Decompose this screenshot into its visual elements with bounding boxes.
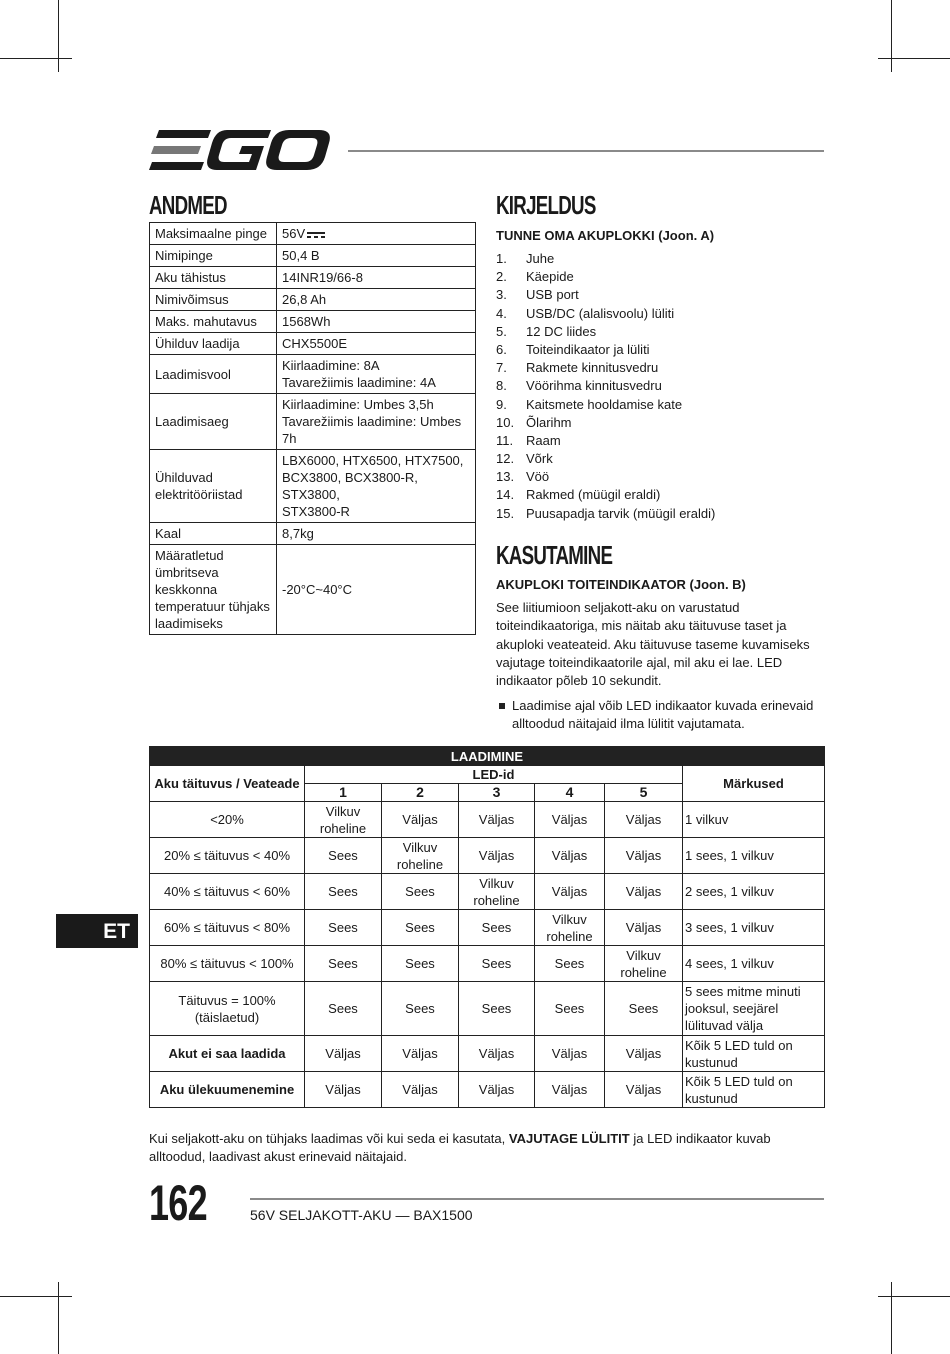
parts-list-item (496, 396, 715, 414)
charging-table (149, 746, 825, 1108)
leds-column-header: LED-id (305, 766, 683, 784)
notes-cell: Kõik 5 LED tuld on kustunud (683, 1036, 825, 1072)
led-state-cell: Sees (305, 946, 382, 982)
led-state-cell: Väljas (382, 1072, 459, 1108)
status-cell: 80% ≤ täituvus < 100% (150, 946, 305, 982)
usage-heading: KASUTAMINE (496, 540, 613, 570)
dc-current-icon (307, 231, 325, 239)
parts-item-text: Kaitsmete hooldamise kate (526, 396, 683, 412)
led-state-cell: Väljas (459, 838, 535, 874)
spec-label: Laadimisaeg (150, 394, 277, 450)
parts-list-item (496, 286, 715, 304)
footer-title: 56V SELJAKOTT-AKU — BAX1500 (250, 1207, 473, 1223)
spec-value: Kiirlaadimine: 8A Tavarežiimis laadimine: 4A (277, 355, 476, 394)
parts-list-item (496, 323, 715, 341)
table-row (150, 946, 825, 982)
notes-cell: 2 sees, 1 vilkuv (683, 874, 825, 910)
crop-mark (58, 0, 59, 72)
led-state-cell: Väljas (535, 874, 605, 910)
spec-row (150, 333, 476, 355)
parts-item-number: 14. (496, 487, 515, 503)
parts-item-text: Vöörihma kinnitusvedru (526, 378, 662, 394)
specs-heading: ANDMED (149, 190, 227, 220)
spec-row (150, 355, 476, 394)
led-state-cell: Sees (459, 910, 535, 946)
spec-label: Maksimaalne pinge (150, 223, 277, 245)
crop-mark (0, 1296, 72, 1297)
header-rule (348, 150, 824, 152)
led-state-cell: Väljas (535, 838, 605, 874)
spec-label: Ühilduv laadija (150, 333, 277, 355)
led-state-cell: Sees (382, 910, 459, 946)
parts-item-number: 13. (496, 469, 515, 485)
led-number-header: 4 (535, 784, 605, 802)
led-state-cell: Väljas (459, 1072, 535, 1108)
table-row (150, 910, 825, 946)
parts-list-item (496, 250, 715, 268)
notes-column-header: Märkused (683, 766, 825, 802)
notes-cell: Kõik 5 LED tuld on kustunud (683, 1072, 825, 1108)
parts-list-item (496, 450, 715, 468)
led-state-cell: Sees (605, 982, 683, 1036)
bullet-square-icon (499, 703, 505, 709)
parts-list-item (496, 468, 715, 486)
parts-item-text: Toiteindikaator ja lüliti (526, 341, 650, 357)
usage-bullet (496, 697, 826, 734)
notes-cell: 1 sees, 1 vilkuv (683, 838, 825, 874)
led-state-cell: Vilkuv roheline (382, 838, 459, 874)
status-cell: Täituvus = 100% (täislaetud) (150, 982, 305, 1036)
led-state-cell: Väljas (305, 1072, 382, 1108)
spec-label: Nimipinge (150, 245, 277, 267)
parts-item-number: 3. (496, 287, 507, 303)
spec-label: Nimivõimsus (150, 289, 277, 311)
led-number-header: 2 (382, 784, 459, 802)
parts-list-item (496, 505, 715, 523)
led-state-cell: Sees (459, 982, 535, 1036)
led-state-cell: Sees (382, 982, 459, 1036)
table-row (150, 838, 825, 874)
status-cell: 60% ≤ täituvus < 80% (150, 910, 305, 946)
spec-label: Kaal (150, 523, 277, 545)
parts-item-number: 15. (496, 505, 515, 521)
spec-row (150, 267, 476, 289)
led-state-cell: Väljas (459, 802, 535, 838)
led-state-cell: Väljas (605, 1036, 683, 1072)
usage-bullet-text: Laadimise ajal võib LED indikaator kuvada erinevaid alltoodud näitajaid ilma lülitit vajutamata. (512, 698, 814, 732)
parts-item-text: Rakmete kinnitusvedru (526, 360, 659, 376)
spec-value: 1568Wh (277, 311, 476, 333)
parts-list-item (496, 305, 715, 323)
crop-mark (0, 58, 72, 59)
spec-value: 50,4 B (277, 245, 476, 267)
parts-list-item (496, 341, 715, 359)
led-state-cell: Vilkuv roheline (535, 910, 605, 946)
parts-item-text: Võrk (526, 451, 553, 467)
led-state-cell: Väljas (459, 1036, 535, 1072)
table-row (150, 802, 825, 838)
parts-list-item (496, 268, 715, 286)
parts-item-number: 6. (496, 341, 507, 357)
charging-table-title: LAADIMINE (150, 747, 825, 766)
led-state-cell: Väljas (305, 1036, 382, 1072)
led-state-cell: Sees (535, 982, 605, 1036)
led-state-cell: Vilkuv roheline (459, 874, 535, 910)
spec-value: -20°C~40°C (277, 545, 476, 635)
parts-item-number: 11. (496, 432, 514, 448)
parts-item-text: USB/DC (alalisvoolu) lüliti (526, 305, 675, 321)
led-state-cell: Väljas (605, 874, 683, 910)
led-state-cell: Vilkuv roheline (305, 802, 382, 838)
usage-paragraph: See liitiumioon seljakott-aku on varustatud toiteindikaatoriga, mis näitab aku täituvuse taset ja akuploki veateateid. Aku täituvuse taseme kuvamiseks vajutage toiteindikaatorile ajal, mil aku ei lae. LED indikaator põleb 10 sekundit. (496, 600, 810, 689)
parts-item-text: Juhe (526, 251, 555, 266)
parts-item-text: Õlarihm (526, 414, 572, 430)
spec-label: Ühilduvad elektritööriistad (150, 450, 277, 523)
spec-row (150, 245, 476, 267)
led-state-cell: Väljas (382, 1036, 459, 1072)
parts-list-item (496, 377, 715, 395)
usage-subheading: AKUPLOKI TOITEINDIKAATOR (Joon. B) (496, 577, 746, 592)
parts-item-text: Käepide (526, 269, 574, 285)
led-state-cell: Sees (305, 982, 382, 1036)
bottom-note-emphasis: VAJUTAGE LÜLITIT (508, 1131, 630, 1146)
parts-item-text: Rakmed (müügil eraldi) (526, 487, 661, 503)
table-row (150, 1036, 825, 1072)
spec-row (150, 450, 476, 523)
parts-item-number: 2. (496, 269, 507, 285)
table-row (150, 1072, 825, 1108)
parts-list-item (496, 486, 715, 504)
led-state-cell: Väljas (605, 838, 683, 874)
led-state-cell: Väljas (535, 1072, 605, 1108)
led-state-cell: Sees (305, 910, 382, 946)
specs-table (149, 222, 476, 635)
parts-list (496, 250, 715, 523)
bottom-note-text: Kui seljakott-aku on tühjaks laadimas või kui seda ei kasutata, (149, 1131, 509, 1146)
table-row (150, 874, 825, 910)
led-number-header: 1 (305, 784, 382, 802)
status-cell: Akut ei saa laadida (150, 1036, 305, 1072)
spec-row (150, 523, 476, 545)
led-state-cell: Väljas (605, 1072, 683, 1108)
crop-mark (878, 58, 950, 59)
led-number-header: 3 (459, 784, 535, 802)
led-state-cell: Sees (382, 874, 459, 910)
spec-label: Maks. mahutavus (150, 311, 277, 333)
parts-item-text: Puusapadja tarvik (müügil eraldi) (526, 505, 716, 521)
spec-label: Aku tähistus (150, 267, 277, 289)
spec-value: 56V (277, 223, 476, 245)
notes-cell: 5 sees mitme minuti jooksul, seejärel lülituvad välja (683, 982, 825, 1036)
notes-cell: 1 vilkuv (683, 802, 825, 838)
spec-value: CHX5500E (277, 333, 476, 355)
led-state-cell: Väljas (382, 802, 459, 838)
led-state-cell: Sees (305, 838, 382, 874)
parts-list-item (496, 414, 715, 432)
spec-value: 26,8 Ah (277, 289, 476, 311)
crop-mark (878, 1296, 950, 1297)
led-state-cell: Sees (382, 946, 459, 982)
led-state-cell: Väljas (605, 910, 683, 946)
spec-value: 14INR19/66-8 (277, 267, 476, 289)
spec-value: Kiirlaadimine: Umbes 3,5h Tavarežiimis laadimine: Umbes 7h (277, 394, 476, 450)
spec-label: Laadimisvool (150, 355, 277, 394)
parts-item-text: 12 DC liides (526, 323, 597, 339)
parts-item-number: 7. (496, 360, 507, 376)
led-state-cell: Sees (535, 946, 605, 982)
parts-item-text: Vöö (526, 469, 550, 485)
ego-logo (149, 128, 331, 172)
parts-item-number: 8. (496, 378, 507, 394)
parts-list-item (496, 432, 715, 450)
status-cell: 20% ≤ täituvus < 40% (150, 838, 305, 874)
led-state-cell: Sees (305, 874, 382, 910)
parts-item-text: USB port (526, 287, 579, 303)
parts-item-text: Raam (526, 432, 561, 448)
spec-row (150, 289, 476, 311)
spec-label: Määratletud ümbritseva keskkonna temperatuur tühjaks laadimiseks (150, 545, 277, 635)
led-state-cell: Sees (459, 946, 535, 982)
parts-item-number: 4. (496, 305, 507, 321)
spec-row (150, 545, 476, 635)
parts-item-number: 5. (496, 323, 507, 339)
footer-rule (250, 1198, 824, 1200)
language-tab: ET (56, 914, 138, 948)
description-subheading: TUNNE OMA AKUPLOKKI (Joon. A) (496, 228, 715, 243)
status-cell: <20% (150, 802, 305, 838)
parts-list-item (496, 359, 715, 377)
spec-row (150, 311, 476, 333)
led-state-cell: Väljas (535, 1036, 605, 1072)
bottom-note-text-end: ja LED indikaator kuvab alltoodud, laadivast akust erinevaid näitajaid. (149, 1131, 771, 1165)
status-cell: 40% ≤ täituvus < 60% (150, 874, 305, 910)
spec-value: LBX6000, HTX6500, HTX7500, BCX3800, BCX3800-R, STX3800, STX3800-R (277, 450, 476, 523)
bottom-note (149, 1130, 824, 1167)
parts-item-number: 10. (496, 414, 515, 430)
crop-mark (58, 1282, 59, 1354)
notes-cell: 3 sees, 1 vilkuv (683, 910, 825, 946)
description-heading: KIRJELDUS (496, 190, 596, 220)
page-number: 162 (149, 1175, 207, 1231)
led-number-header: 5 (605, 784, 683, 802)
parts-item-number: 12. (496, 451, 515, 467)
parts-item-number: 1. (496, 251, 507, 266)
led-state-cell: Vilkuv roheline (605, 946, 683, 982)
crop-mark (891, 0, 892, 72)
led-state-cell: Väljas (535, 802, 605, 838)
spec-row (150, 394, 476, 450)
table-row (150, 982, 825, 1036)
parts-item-number: 9. (496, 396, 507, 412)
led-state-cell: Väljas (605, 802, 683, 838)
status-cell: Aku ülekuumenemine (150, 1072, 305, 1108)
crop-mark (891, 1282, 892, 1354)
status-column-header: Aku täituvus / Veateade (150, 766, 305, 802)
spec-value: 8,7kg (277, 523, 476, 545)
notes-cell: 4 sees, 1 vilkuv (683, 946, 825, 982)
spec-row (150, 223, 476, 245)
